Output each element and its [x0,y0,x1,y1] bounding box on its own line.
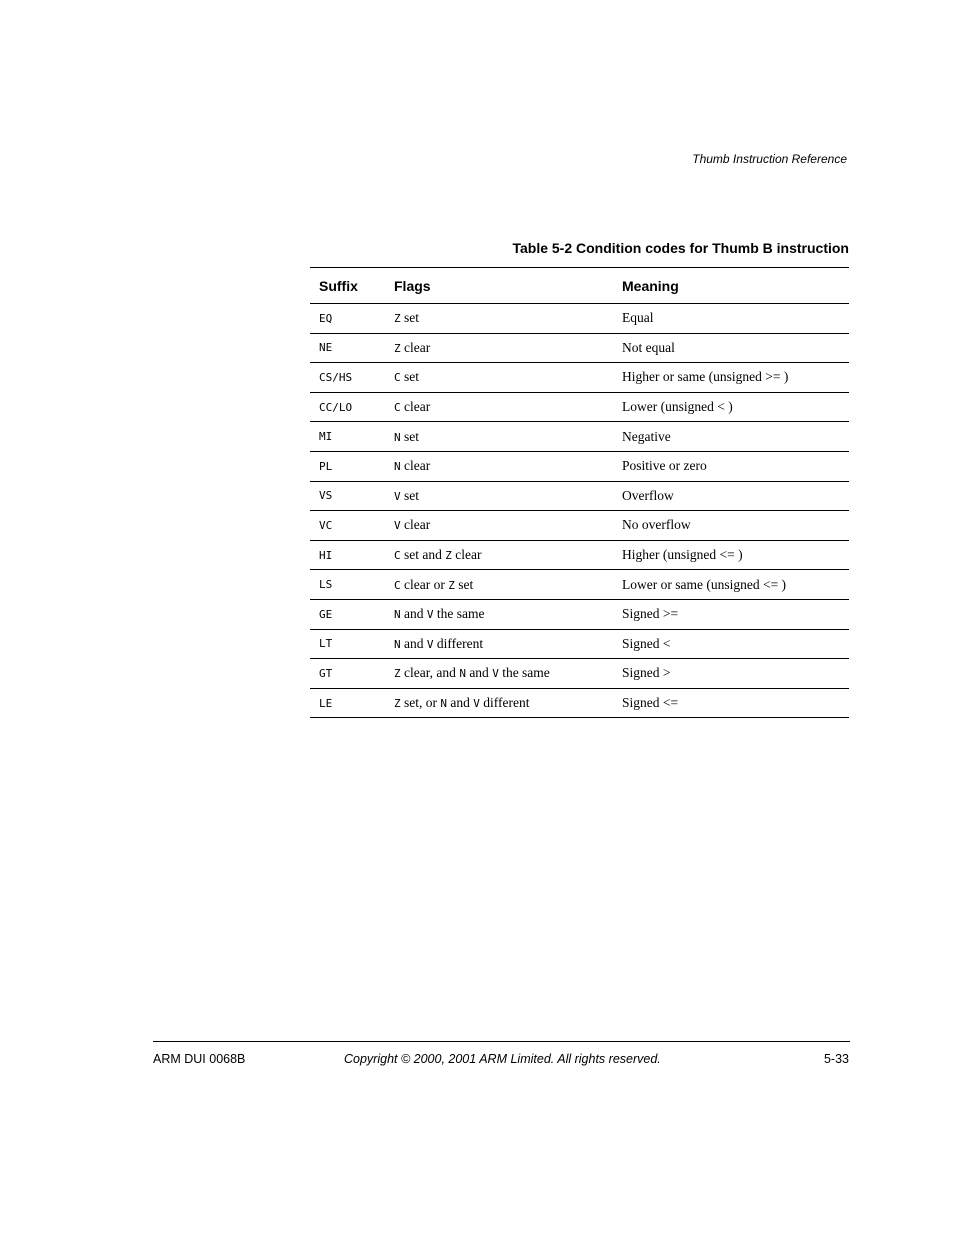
flag-name: V [492,667,499,681]
flags-cell [385,688,613,718]
flag-text: set [400,428,419,444]
flag-text: and [447,695,474,711]
table-row [310,422,849,452]
suffix-cell: LS [319,578,333,592]
meaning-cell: Signed < [622,635,671,651]
header-row [310,268,849,304]
flag-name: C [394,549,401,563]
table-row [310,599,849,629]
flag-name: C [394,578,401,592]
table-body [310,304,849,718]
meaning-cell: No overflow [622,517,691,533]
flag-text: set [400,310,419,326]
table-row [310,570,849,600]
flags-cell [385,540,613,570]
suffix-cell: GT [319,666,333,680]
flag-name: Z [448,578,455,592]
flag-name: N [394,608,401,622]
footer-page-number: 5-33 [823,1052,849,1066]
meaning-cell: Lower (unsigned < ) [622,399,733,415]
meaning-cell: Not equal [622,339,675,355]
table-row [310,540,849,570]
table-row [310,659,849,689]
meaning-cell: Overflow [622,487,674,503]
table-row [310,333,849,363]
flag-text: and [400,635,427,651]
column-header-flags: Flags [394,277,431,294]
flag-name: C [394,401,401,415]
suffix-cell: CC/LO [319,400,353,414]
table-header [310,268,849,304]
flags-cell [385,481,613,511]
suffix-cell: VS [319,489,333,503]
flag-name: N [394,637,401,651]
flag-text: clear [400,517,431,533]
flags-cell [385,392,613,422]
table-row [310,481,849,511]
meaning-cell: Signed <= [622,695,679,711]
condition-codes-table [310,267,849,718]
flag-name: V [394,489,401,503]
flag-name: N [440,697,447,711]
table-row [310,392,849,422]
footer-doc-id: ARM DUI 0068B [153,1052,246,1066]
meaning-cell: Higher (unsigned <= ) [622,547,743,563]
meaning-cell: Signed > [622,665,671,681]
flag-text: clear [400,399,431,415]
meaning-cell: Higher or same (unsigned >= ) [622,369,789,385]
suffix-cell: VC [319,518,333,532]
suffix-cell: MI [319,430,333,444]
flag-text: and [465,665,493,681]
flag-text: clear or [400,576,449,592]
flag-text: and [400,606,427,622]
suffix-cell: LT [319,637,333,651]
meaning-cell: Negative [622,428,671,444]
flags-cell [385,629,613,659]
flag-name: N [459,667,466,681]
suffix-cell: PL [319,459,333,473]
flag-name: Z [394,667,401,681]
flags-cell [385,451,613,481]
flag-text: different [479,695,530,711]
flag-name: V [394,519,401,533]
flags-cell [385,304,613,334]
table-caption: Table 5-2 Condition codes for Thumb B instruction [512,240,849,256]
suffix-cell: LE [319,696,333,710]
suffix-cell: CS/HS [319,370,353,384]
meaning-cell: Signed >= [622,606,679,622]
flag-name: Z [394,697,401,711]
table-row [310,451,849,481]
table-row [310,629,849,659]
flag-text: clear [451,547,482,563]
table-row [310,688,849,718]
flag-text: the same [433,606,485,622]
suffix-cell: EQ [319,311,333,325]
flag-text: set [454,576,474,592]
flag-name: Z [394,341,401,355]
flag-name: Z [445,549,452,563]
suffix-cell: GE [319,607,333,621]
flag-text: set, or [400,695,441,711]
flags-cell [385,599,613,629]
flag-text: different [433,635,484,651]
meaning-cell: Positive or zero [622,458,707,474]
flag-name: V [473,697,480,711]
flag-text: the same [498,665,550,681]
meaning-cell: Equal [622,310,654,326]
flag-text: clear, and [400,665,460,681]
table [310,267,849,718]
flag-text: clear [400,339,431,355]
flag-name: V [426,637,434,651]
flag-name: Z [394,312,401,326]
flag-name: N [394,460,401,474]
table-row [310,511,849,541]
flag-name: N [394,430,401,444]
running-header: Thumb Instruction Reference [692,152,847,166]
column-header-meaning: Meaning [622,277,679,294]
flag-name: V [426,608,434,622]
flags-cell [385,570,613,600]
table-row [310,363,849,393]
table-row [310,304,849,334]
flag-text: set [400,369,419,385]
suffix-cell: HI [319,548,333,562]
flag-text: clear [400,458,431,474]
flags-cell [385,363,613,393]
suffix-cell: NE [319,341,333,355]
flag-name: C [394,371,401,385]
flags-cell [385,422,613,452]
meaning-cell: Lower or same (unsigned <= ) [622,576,787,592]
flags-cell [385,333,613,363]
flags-cell [385,659,613,689]
flag-text: set [400,487,419,503]
footer-copyright: Copyright © 2000, 2001 ARM Limited. All rights reserved. [344,1052,661,1066]
footer-rule [153,1041,850,1042]
flags-cell [385,511,613,541]
column-header-suffix: Suffix [319,277,358,294]
flag-text: set and [400,547,446,563]
